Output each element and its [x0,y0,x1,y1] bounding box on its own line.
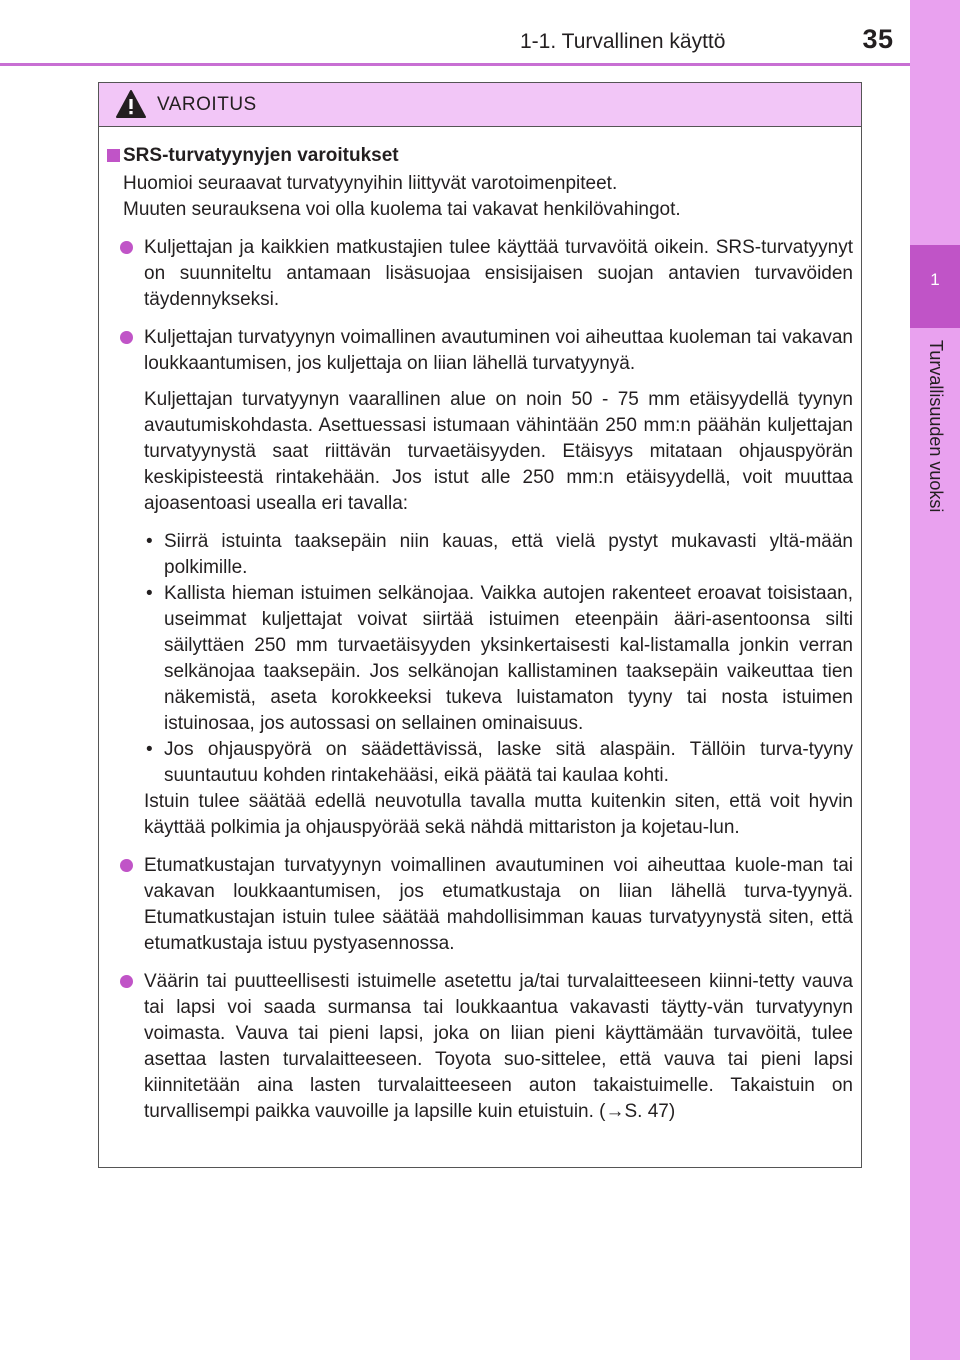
warning-box [98,82,862,1168]
circle-bullet-icon [120,331,133,344]
bullet-text: Väärin tai puutteellisesti istuimelle asetettu ja/tai turvalaitteeseen kiinni-tetty vauva tai lapsi voi saada surmansa tai loukkaantua vakavasti täytty-vän turvatyynyn voimasta. Vauva tai pieni lapsi, joka on liian pieni käyttämään turvavöitä, tulee asettaa lasten turvalaitteeseen. Toyota suo-sittelee, että vauva tai pieni lapsi kiinnitetään aina lasten turvalaitteeseen auton takaistuimelle. Takaistuin on turvallisempi paikka vauvoille ja lapsille kuin etuistuin. (→S. 47) [144,971,853,1122]
section-heading [107,143,853,169]
intro-line: Muuten seurauksena voi olla kuolema tai vakavat henkilövahingot. [123,199,681,220]
section-title: 1-1. Turvallinen käyttö [520,30,726,53]
sub-list-item [107,529,853,581]
seat-adjust-note: Istuin tulee säätää edellä neuvotulla tavalla mutta kuitenkin siten, että voit hyvin käyttää polkimia ja ohjauspyörää sekä nähdä mittariston ja kojetau-lun. [144,791,853,838]
intro-text [107,171,853,223]
sub-list-item [107,737,853,789]
warning-header [99,83,861,127]
bullet-item [107,969,853,1125]
chapter-side-tab [910,0,960,1360]
intro-line: Huomioi seuraavat turvatyynyihin liittyvät varotoimenpiteet. [123,173,618,194]
circle-bullet-icon [120,975,133,988]
section-heading-text: SRS-turvatyynyjen varoitukset [123,145,399,166]
bullet-text: Etumatkustajan turvatyynyn voimallinen avautuminen voi aiheuttaa kuole-man tai vakavan loukkaantumisen, jos etumatkustaja on liian lähellä turva-tyynyä. Etumatkustajan istuin tulee säätää mahdollisimman kauas turvatyynystä siten, että etumatkustaja istuu pystyasennossa. [144,855,853,954]
bullet-item [107,235,853,313]
sub-bullet-mark: • [146,583,153,604]
warning-body [107,143,853,1137]
sub-list-text: Kallista hieman istuimen selkänojaa. Vaikka autojen rakenteet eroavat toisistaan, useimmat kuljettajat voivat siirtää istuimen eteenpäin ääri-asentoonsa silti säilyttäen 250 mm turvaetäisyyden yksinkertaisesti kal-listamalla jonkin verran selkänojaa taaksepäin. Jos selkänojan kallistaminen taaksepäin vaikeuttaa tien näkemistä, aseta korokkeeksi tukeva luistamaton tyyny tai nosta istuimen istuinosaa, jos autossasi on sellainen ominaisuus. [164,583,853,734]
header-rule [0,63,910,66]
warning-triangle-icon [115,89,147,119]
warning-title: VAROITUS [157,94,257,115]
sub-list-text: Jos ohjauspyörä on säädettävissä, laske sitä alaspäin. Tällöin turva-tyyny suuntautuu kohden rintakehääsi, eikä päätä tai kaulaa kohti. [164,739,853,786]
circle-bullet-icon [120,241,133,254]
square-bullet-icon [107,149,120,162]
bullet-item [107,325,853,377]
chapter-number: 1 [930,270,940,289]
bullet-detail-text: Kuljettajan turvatyynyn vaarallinen alue on noin 50 - 75 mm etäisyydellä tyynyn avautumiskohdasta. Asettuessasi istumaan vähintään 250 mm:n päähän kuljettajan turvatyynystä saat riittävän turvaetäisyyden. Etäisyys mitataan ohjauspyörän keskipisteestä rintakehään. Jos istut alle 250 mm:n etäisyydellä, voit muuttaa ajoasentoasi usealla eri tavalla: [144,389,853,514]
bullet-text: Kuljettajan turvatyynyn voimallinen avautuminen voi aiheuttaa kuoleman tai vakavan loukkaantumisen, jos kuljettaja on liian lähellä turvatyynyä. [144,327,853,374]
sub-list-text: Siirrä istuinta taaksepäin niin kauas, että vielä pystyt mukavasti yltä-mään polkimille. [164,531,853,578]
sub-list-item [107,581,853,737]
chapter-label: Turvallisuuden vuoksi [926,340,946,513]
circle-bullet-icon [120,859,133,872]
sub-bullet-mark: • [146,739,153,760]
page-number: 35 [862,24,894,54]
bullet-item [107,853,853,957]
sub-bullet-mark: • [146,531,153,552]
bullet-text: Kuljettajan ja kaikkien matkustajien tulee käyttää turvavöitä oikein. SRS-turvatyynyt on suunniteltu antamaan lisäsuojaa ensisijaisen suojan antavien turvavöiden täydennykseksi. [144,237,853,310]
